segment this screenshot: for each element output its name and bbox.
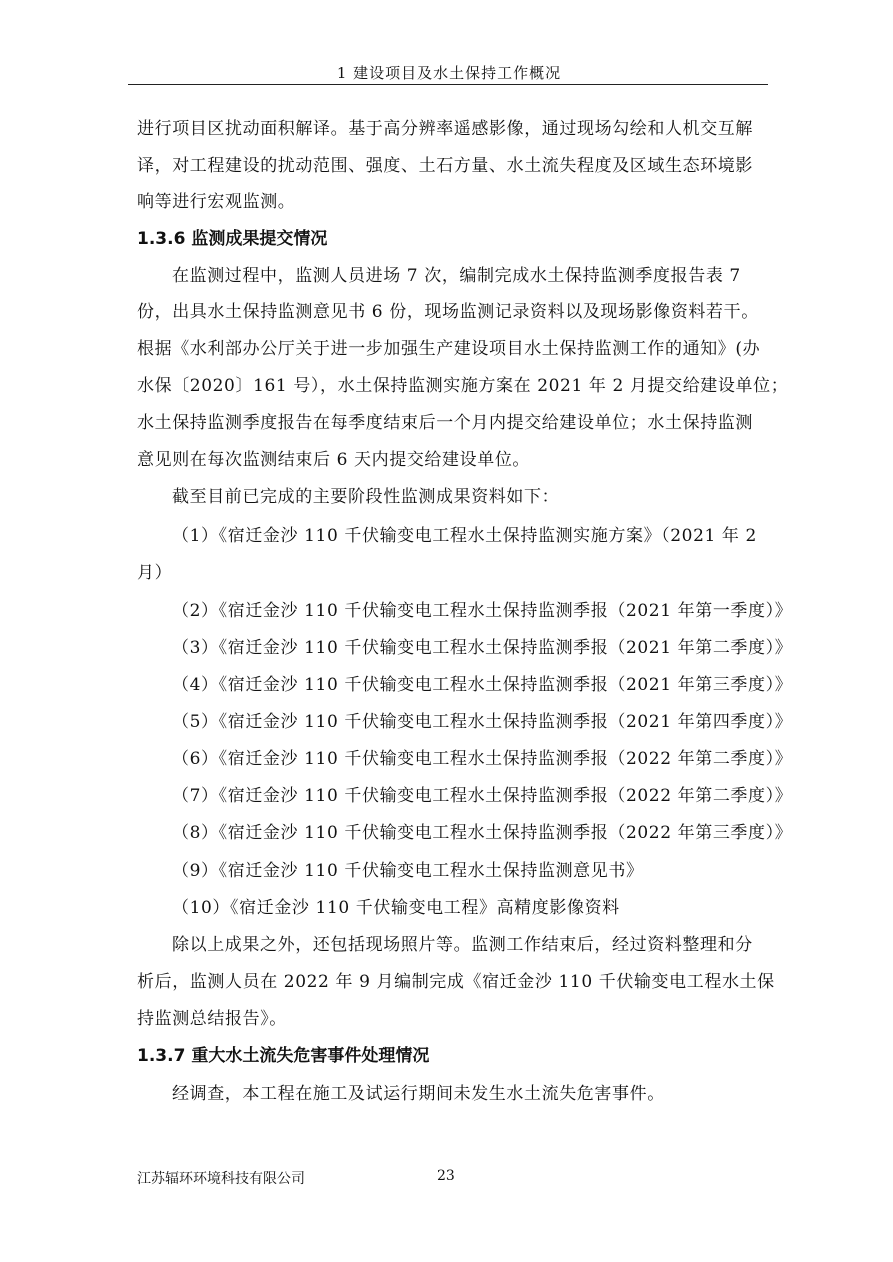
para1-line-4: 水保〔2020〕161 号），水土保持监测实施方案在 2021 年 2 月提交给建设单位； bbox=[137, 376, 789, 396]
list-item: （1）《宿迁金沙 110 千伏输变电工程水土保持监测实施方案》（2021 年 2 bbox=[172, 526, 757, 546]
list-item: （2）《宿迁金沙 110 千伏输变电工程水土保持监测季报（2021 年第一季度）》 bbox=[172, 601, 793, 621]
para3-line-1: 除以上成果之外，还包括现场照片等。监测工作结束后，经过资料整理和分 bbox=[172, 935, 753, 955]
intro-line-3: 响等进行宏观监测。 bbox=[137, 192, 296, 212]
para1-line-2: 份，出具水土保持监测意见书 6 份，现场监测记录资料以及现场影像资料若干。 bbox=[137, 302, 759, 322]
section-1-3-7-paragraph: 经调查，本工程在施工及试运行期间未发生水土流失危害事件。 bbox=[172, 1084, 665, 1104]
para2: 截至目前已完成的主要阶段性监测成果资料如下： bbox=[172, 487, 560, 507]
para1-line-5: 水土保持监测季度报告在每季度结束后一个月内提交给建设单位；水土保持监测 bbox=[137, 413, 753, 433]
list-item-continuation: 月） bbox=[137, 563, 173, 583]
para3-line-2: 析后，监测人员在 2022 年 9 月编制完成《宿迁金沙 110 千伏输变电工程水土保 bbox=[137, 972, 775, 992]
list-item: （6）《宿迁金沙 110 千伏输变电工程水土保持监测季报（2022 年第二季度）》 bbox=[172, 749, 793, 769]
list-item: （3）《宿迁金沙 110 千伏输变电工程水土保持监测季报（2021 年第二季度）》 bbox=[172, 638, 793, 658]
para1-line-6: 意见则在每次监测结束后 6 天内提交给建设单位。 bbox=[137, 450, 531, 470]
section-heading-1-3-7: 1.3.7 重大水土流失危害事件处理情况 bbox=[137, 1046, 430, 1066]
intro-line-2: 译，对工程建设的扰动范围、强度、土石方量、水土流失程度及区域生态环境影 bbox=[137, 156, 753, 176]
list-item: （7）《宿迁金沙 110 千伏输变电工程水土保持监测季报（2022 年第二季度）》 bbox=[172, 786, 793, 806]
header-divider bbox=[128, 84, 768, 85]
list-item: （4）《宿迁金沙 110 千伏输变电工程水土保持监测季报（2021 年第三季度）》 bbox=[172, 675, 793, 695]
footer-company: 江苏辐环环境科技有限公司 bbox=[137, 1171, 305, 1187]
list-item: （10）《宿迁金沙 110 千伏输变电工程》高精度影像资料 bbox=[172, 898, 620, 918]
para1-line-3: 根据《水利部办公厅关于进一步加强生产建设项目水土保持监测工作的通知》(办 bbox=[137, 339, 761, 359]
list-item: （5）《宿迁金沙 110 千伏输变电工程水土保持监测季报（2021 年第四季度）》 bbox=[172, 712, 793, 732]
section-heading-1-3-6: 1.3.6 监测成果提交情况 bbox=[137, 229, 328, 249]
running-header: 1 建设项目及水土保持工作概况 bbox=[336, 64, 562, 82]
page-number: 23 bbox=[437, 1168, 455, 1184]
para1-line-1: 在监测过程中，监测人员进场 7 次，编制完成水土保持监测季度报告表 7 bbox=[172, 266, 741, 286]
list-item: （9）《宿迁金沙 110 千伏输变电工程水土保持监测意见书》 bbox=[172, 861, 644, 881]
para3-line-3: 持监测总结报告》。 bbox=[137, 1009, 287, 1029]
intro-line-1: 进行项目区扰动面积解译。基于高分辨率遥感影像，通过现场勾绘和人机交互解 bbox=[137, 119, 753, 139]
list-item: （8）《宿迁金沙 110 千伏输变电工程水土保持监测季报（2022 年第三季度）》 bbox=[172, 823, 793, 843]
